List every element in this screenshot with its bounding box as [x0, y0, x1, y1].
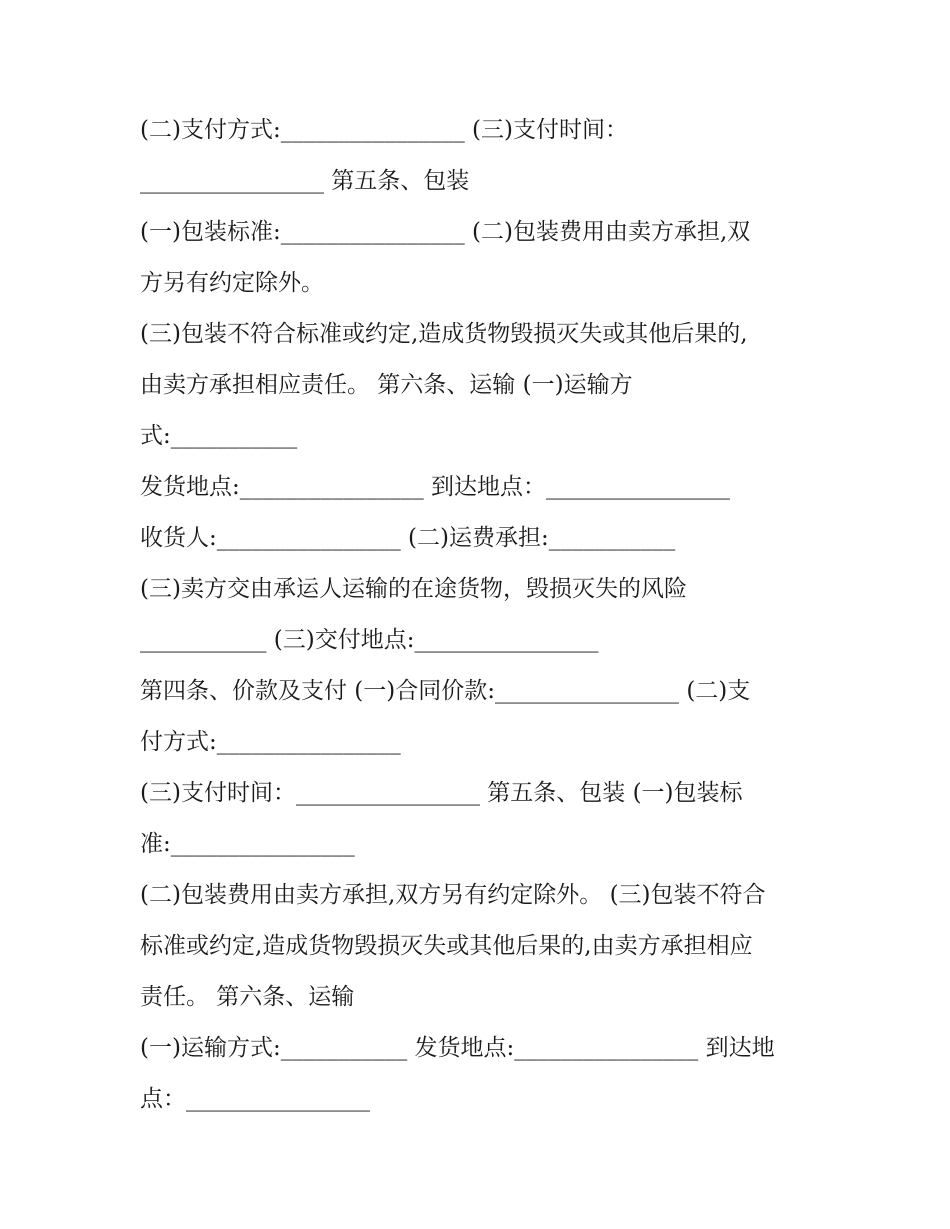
- text-line: 方另有约定除外。: [140, 270, 324, 296]
- text-line: ___________ (三)交付地点:________________: [140, 627, 599, 653]
- text-line: 责任。 第六条、运输: [140, 984, 355, 1010]
- text-line: 发货地点:________________ 到达地点：________________: [140, 474, 731, 500]
- text-line: 由卖方承担相应责任。 第六条、运输 (一)运输方: [140, 372, 633, 398]
- text-line: (一)运输方式:___________ 发货地点:________________ 到达地: [140, 1035, 775, 1061]
- text-line: 付方式:________________: [140, 729, 401, 755]
- contract-text: [140, 105, 830, 1125]
- text-line: (三)支付时间：________________ 第五条、包装 (一)包装标: [140, 780, 743, 806]
- text-line: (一)包装标准:________________ (二)包装费用由卖方承担,双: [140, 219, 751, 245]
- text-line: ________________ 第五条、包装: [140, 168, 470, 194]
- text-line: 第四条、价款及支付 (一)合同价款:________________ (二)支: [140, 678, 751, 704]
- text-line: 准:________________: [140, 831, 355, 857]
- text-line: (二)包装费用由卖方承担,双方另有约定除外。 (三)包装不符合: [140, 882, 766, 908]
- text-line: (二)支付方式:________________ (三)支付时间：: [140, 117, 628, 143]
- text-line: 点：________________: [140, 1086, 370, 1112]
- text-line: (三)包装不符合标准或约定,造成货物毁损灭失或其他后果的,: [140, 321, 748, 347]
- text-line: 式:___________: [140, 423, 298, 449]
- text-line: 收货人:________________ (二)运费承担:___________: [140, 525, 676, 551]
- text-line: (三)卖方交由承运人运输的在途货物，毁损灭失的风险: [140, 576, 687, 602]
- text-line: 标准或约定,造成货物毁损灭失或其他后果的,由卖方承担相应: [140, 933, 753, 959]
